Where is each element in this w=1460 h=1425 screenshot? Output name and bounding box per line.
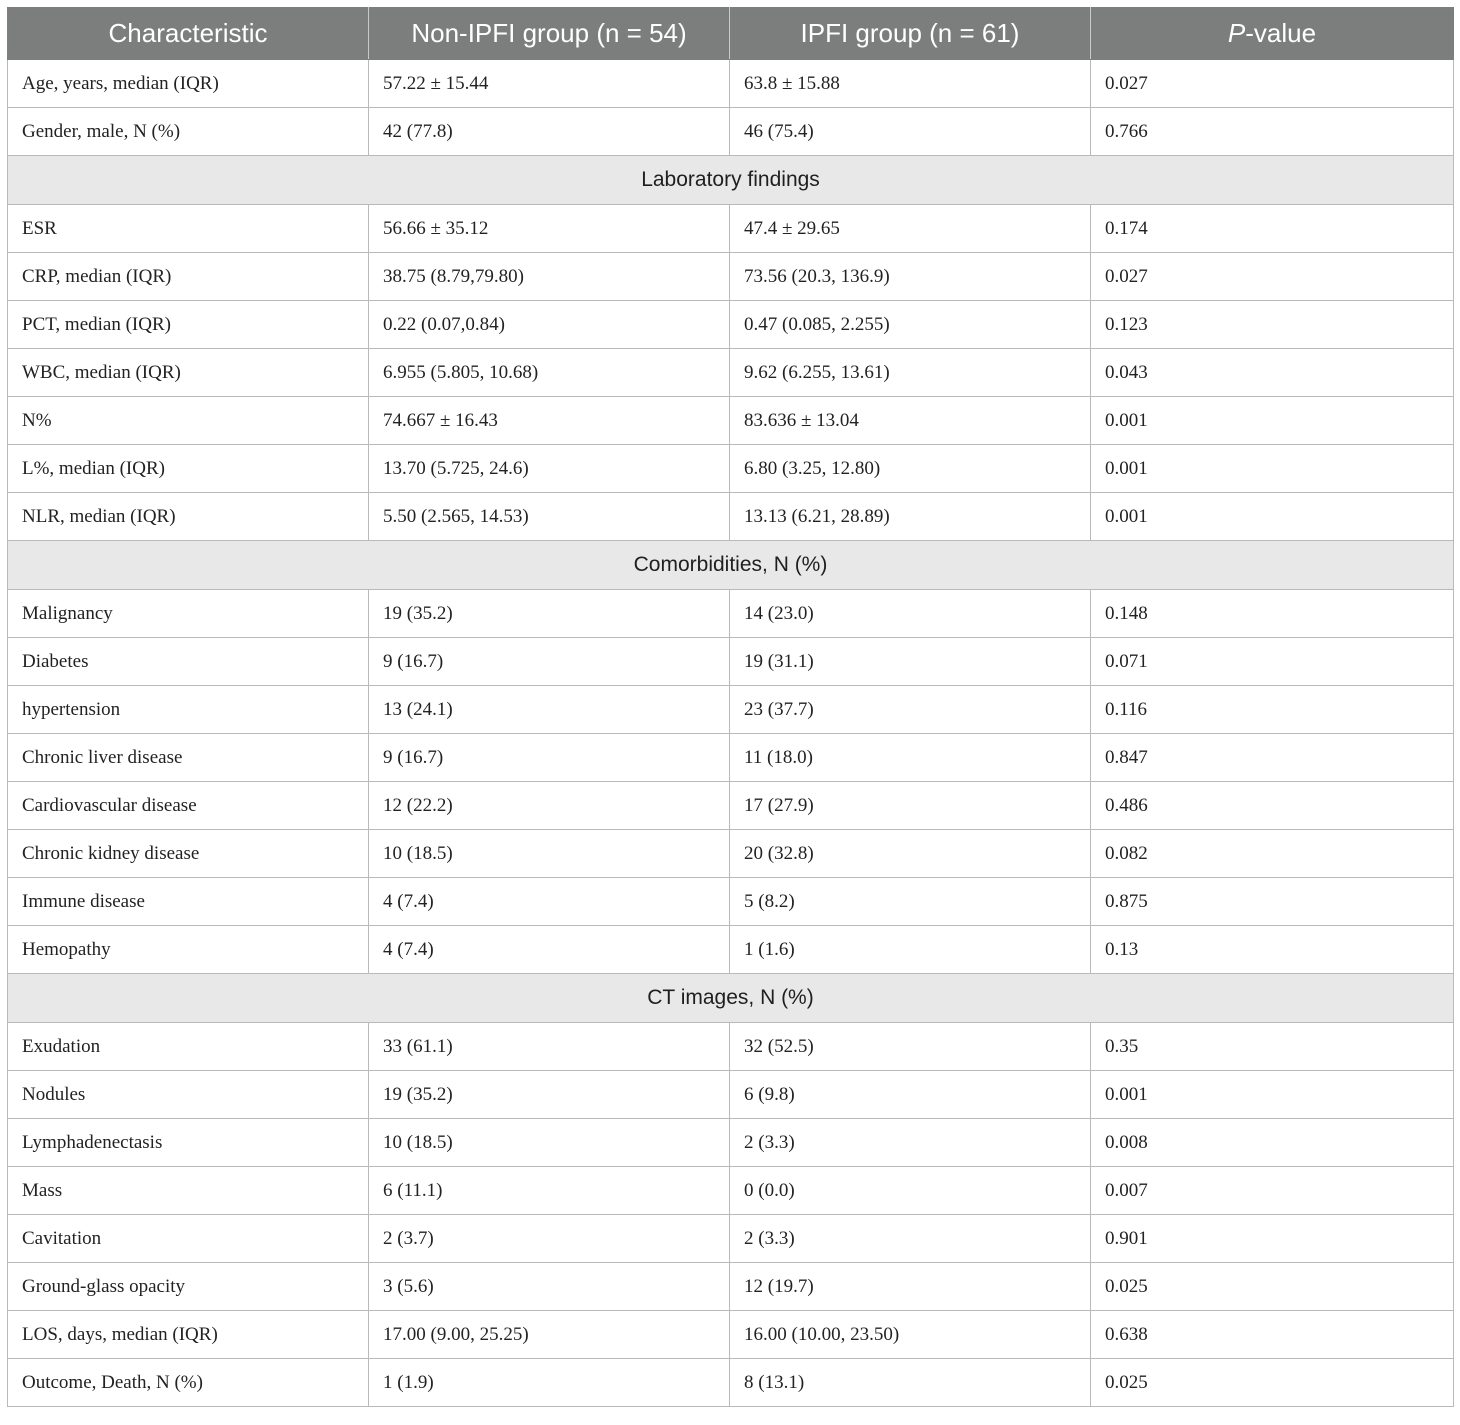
cell-ipfi: 17 (27.9) [730, 782, 1091, 830]
table-header [8, 8, 1454, 60]
section-header-row [8, 156, 1454, 205]
cell-characteristic: Nodules [8, 1071, 369, 1119]
table-row [8, 734, 1454, 782]
cell-p-value: 0.486 [1091, 782, 1454, 830]
cell-characteristic: Exudation [8, 1023, 369, 1071]
cell-ipfi: 46 (75.4) [730, 108, 1091, 156]
cell-non-ipfi: 4 (7.4) [369, 926, 730, 974]
cell-ipfi: 8 (13.1) [730, 1359, 1091, 1407]
cell-non-ipfi: 10 (18.5) [369, 1119, 730, 1167]
cell-characteristic: ESR [8, 205, 369, 253]
cell-characteristic: L%, median (IQR) [8, 445, 369, 493]
cell-characteristic: PCT, median (IQR) [8, 301, 369, 349]
cell-ipfi: 6 (9.8) [730, 1071, 1091, 1119]
table-row [8, 60, 1454, 108]
section-header-row [8, 974, 1454, 1023]
cell-non-ipfi: 3 (5.6) [369, 1263, 730, 1311]
cell-non-ipfi: 19 (35.2) [369, 590, 730, 638]
cell-non-ipfi: 9 (16.7) [369, 734, 730, 782]
cell-p-value: 0.008 [1091, 1119, 1454, 1167]
cell-non-ipfi: 33 (61.1) [369, 1023, 730, 1071]
cell-p-value: 0.638 [1091, 1311, 1454, 1359]
header-p-value [1091, 8, 1454, 60]
header-row [8, 8, 1454, 60]
cell-p-value: 0.174 [1091, 205, 1454, 253]
table-row [8, 493, 1454, 541]
table-row [8, 349, 1454, 397]
cell-p-value: 0.148 [1091, 590, 1454, 638]
cell-characteristic: Hemopathy [8, 926, 369, 974]
cell-p-value: 0.025 [1091, 1359, 1454, 1407]
cell-p-value: 0.35 [1091, 1023, 1454, 1071]
cell-ipfi: 47.4 ± 29.65 [730, 205, 1091, 253]
cell-non-ipfi: 6.955 (5.805, 10.68) [369, 349, 730, 397]
cell-p-value: 0.001 [1091, 397, 1454, 445]
section-header-row [8, 541, 1454, 590]
cell-characteristic: Mass [8, 1167, 369, 1215]
cell-characteristic: CRP, median (IQR) [8, 253, 369, 301]
cell-non-ipfi: 4 (7.4) [369, 878, 730, 926]
section-title: Comorbidities, N (%) [8, 541, 1454, 590]
table-row [8, 638, 1454, 686]
cell-characteristic: Cavitation [8, 1215, 369, 1263]
cell-p-value: 0.001 [1091, 445, 1454, 493]
header-non-ipfi-group: Non-IPFI group (n = 54) [369, 8, 730, 60]
cell-p-value: 0.766 [1091, 108, 1454, 156]
cell-non-ipfi: 74.667 ± 16.43 [369, 397, 730, 445]
cell-ipfi: 6.80 (3.25, 12.80) [730, 445, 1091, 493]
cell-ipfi: 14 (23.0) [730, 590, 1091, 638]
cell-ipfi: 16.00 (10.00, 23.50) [730, 1311, 1091, 1359]
table-row [8, 397, 1454, 445]
table-body [8, 60, 1454, 1407]
cell-p-value: 0.071 [1091, 638, 1454, 686]
cell-p-value: 0.116 [1091, 686, 1454, 734]
table-row [8, 878, 1454, 926]
cell-characteristic: Chronic kidney disease [8, 830, 369, 878]
cell-ipfi: 73.56 (20.3, 136.9) [730, 253, 1091, 301]
cell-characteristic: Cardiovascular disease [8, 782, 369, 830]
cell-characteristic: Chronic liver disease [8, 734, 369, 782]
table-row [8, 1359, 1454, 1407]
table-row [8, 590, 1454, 638]
cell-non-ipfi: 56.66 ± 35.12 [369, 205, 730, 253]
section-title: Laboratory findings [8, 156, 1454, 205]
cell-p-value: 0.027 [1091, 60, 1454, 108]
cell-p-value: 0.027 [1091, 253, 1454, 301]
cell-characteristic: Ground-glass opacity [8, 1263, 369, 1311]
cell-p-value: 0.007 [1091, 1167, 1454, 1215]
cell-ipfi: 12 (19.7) [730, 1263, 1091, 1311]
cell-ipfi: 2 (3.3) [730, 1119, 1091, 1167]
cell-p-value: 0.001 [1091, 1071, 1454, 1119]
cell-p-value: 0.025 [1091, 1263, 1454, 1311]
cell-non-ipfi: 12 (22.2) [369, 782, 730, 830]
cell-ipfi: 2 (3.3) [730, 1215, 1091, 1263]
cell-characteristic: Immune disease [8, 878, 369, 926]
cell-p-value: 0.001 [1091, 493, 1454, 541]
cell-ipfi: 20 (32.8) [730, 830, 1091, 878]
cell-characteristic: N% [8, 397, 369, 445]
cell-non-ipfi: 13.70 (5.725, 24.6) [369, 445, 730, 493]
table-row [8, 1071, 1454, 1119]
table-row [8, 1311, 1454, 1359]
cell-ipfi: 63.8 ± 15.88 [730, 60, 1091, 108]
header-characteristic: Characteristic [8, 8, 369, 60]
cell-p-value: 0.901 [1091, 1215, 1454, 1263]
cell-ipfi: 5 (8.2) [730, 878, 1091, 926]
cell-non-ipfi: 5.50 (2.565, 14.53) [369, 493, 730, 541]
cell-characteristic: Outcome, Death, N (%) [8, 1359, 369, 1407]
cell-characteristic: LOS, days, median (IQR) [8, 1311, 369, 1359]
cell-ipfi: 32 (52.5) [730, 1023, 1091, 1071]
table-row [8, 926, 1454, 974]
table-row [8, 205, 1454, 253]
cell-characteristic: Gender, male, N (%) [8, 108, 369, 156]
cell-ipfi: 13.13 (6.21, 28.89) [730, 493, 1091, 541]
cell-characteristic: NLR, median (IQR) [8, 493, 369, 541]
table-row [8, 108, 1454, 156]
cell-non-ipfi: 0.22 (0.07,0.84) [369, 301, 730, 349]
cell-non-ipfi: 6 (11.1) [369, 1167, 730, 1215]
cell-characteristic: hypertension [8, 686, 369, 734]
table-row [8, 1119, 1454, 1167]
cell-non-ipfi: 13 (24.1) [369, 686, 730, 734]
cell-characteristic: Malignancy [8, 590, 369, 638]
header-ipfi-group: IPFI group (n = 61) [730, 8, 1091, 60]
cell-non-ipfi: 57.22 ± 15.44 [369, 60, 730, 108]
table-row [8, 301, 1454, 349]
cell-p-value: 0.082 [1091, 830, 1454, 878]
header-p-value-italic: P [1227, 18, 1246, 48]
cell-ipfi: 1 (1.6) [730, 926, 1091, 974]
cell-non-ipfi: 42 (77.8) [369, 108, 730, 156]
cell-ipfi: 23 (37.7) [730, 686, 1091, 734]
table-row [8, 686, 1454, 734]
cell-p-value: 0.875 [1091, 878, 1454, 926]
cell-p-value: 0.847 [1091, 734, 1454, 782]
cell-non-ipfi: 9 (16.7) [369, 638, 730, 686]
cell-ipfi: 9.62 (6.255, 13.61) [730, 349, 1091, 397]
cell-p-value: 0.043 [1091, 349, 1454, 397]
table-row [8, 253, 1454, 301]
table-row [8, 1167, 1454, 1215]
cell-characteristic: WBC, median (IQR) [8, 349, 369, 397]
cell-ipfi: 83.636 ± 13.04 [730, 397, 1091, 445]
table-row [8, 1215, 1454, 1263]
cell-ipfi: 11 (18.0) [730, 734, 1091, 782]
cell-non-ipfi: 1 (1.9) [369, 1359, 730, 1407]
characteristics-table [7, 7, 1454, 1407]
cell-characteristic: Age, years, median (IQR) [8, 60, 369, 108]
cell-non-ipfi: 38.75 (8.79,79.80) [369, 253, 730, 301]
cell-ipfi: 19 (31.1) [730, 638, 1091, 686]
table-row [8, 1023, 1454, 1071]
cell-non-ipfi: 2 (3.7) [369, 1215, 730, 1263]
cell-non-ipfi: 19 (35.2) [369, 1071, 730, 1119]
cell-ipfi: 0 (0.0) [730, 1167, 1091, 1215]
header-p-value-suffix: -value [1245, 18, 1317, 48]
cell-characteristic: Lymphadenectasis [8, 1119, 369, 1167]
cell-non-ipfi: 17.00 (9.00, 25.25) [369, 1311, 730, 1359]
table-row [8, 782, 1454, 830]
cell-p-value: 0.123 [1091, 301, 1454, 349]
cell-ipfi: 0.47 (0.085, 2.255) [730, 301, 1091, 349]
table-row [8, 445, 1454, 493]
cell-non-ipfi: 10 (18.5) [369, 830, 730, 878]
table-row [8, 1263, 1454, 1311]
table-row [8, 830, 1454, 878]
cell-p-value: 0.13 [1091, 926, 1454, 974]
cell-characteristic: Diabetes [8, 638, 369, 686]
section-title: CT images, N (%) [8, 974, 1454, 1023]
